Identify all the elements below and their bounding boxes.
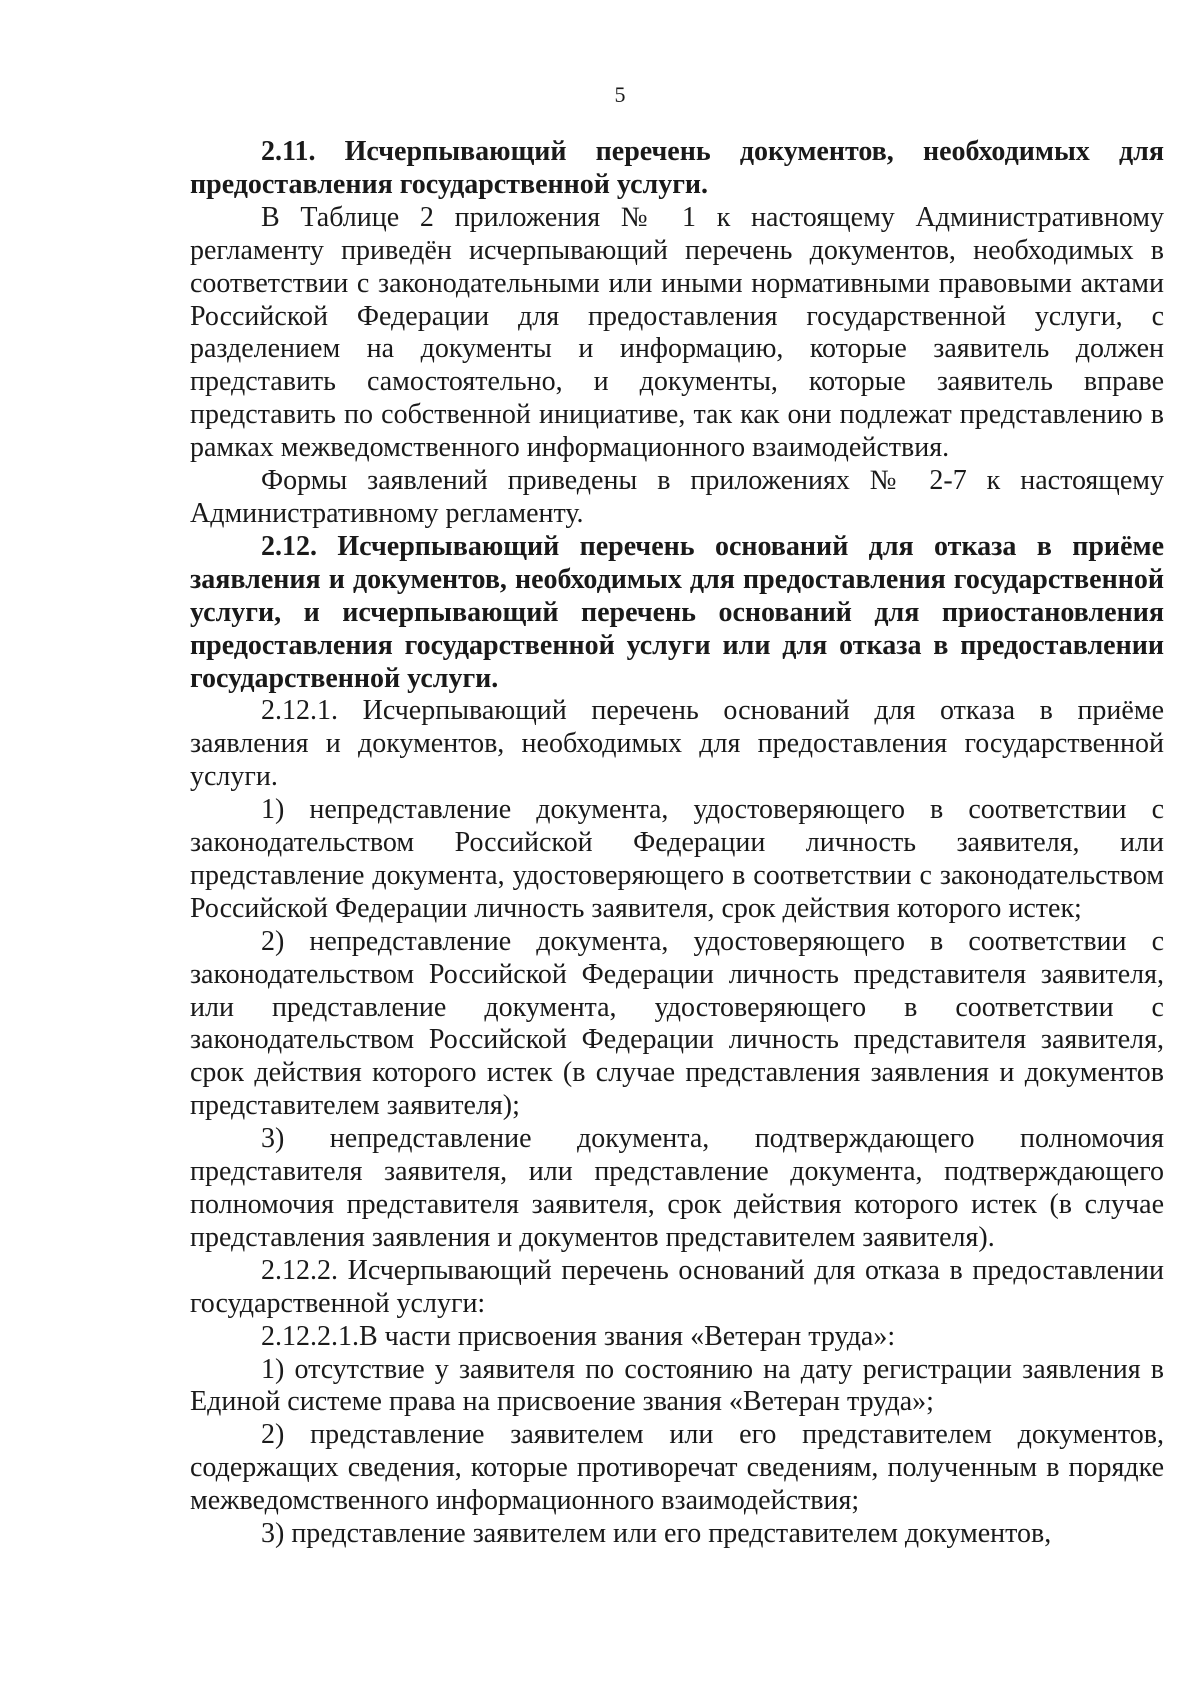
paragraph: 2.12.2. Исчерпывающий перечень оснований для отказа в предоставлении государственной услуги: (190, 1254, 1164, 1319)
list-item: 2) непредставление документа, удостоверяющего в соответствии с законодательством Российской Федерации личность представителя заявителя, или представление документа, удостоверяющего в соответствии с законодательством Российской Федерации личность представителя заявителя, срок действия которого истек (в случае представления заявления и документов представителем заявителя); (190, 925, 1164, 1122)
list-item: 1) отсутствие у заявителя по состоянию на дату регистрации заявления в Единой системе права на присвоение звания «Ветеран труда»; (190, 1353, 1164, 1418)
paragraph: 2.12.1. Исчерпывающий перечень оснований для отказа в приёме заявления и документов, необходимых для предоставления государственной услуги. (190, 695, 1164, 793)
section-heading-2-12: 2.12. Исчерпывающий перечень оснований для отказа в приёме заявления и документов, необходимых для предоставления государственной услуги, и исчерпывающий перечень оснований для приостановления предоставления государственной услуги или для отказа в предоставлении государственной услуги. (190, 530, 1164, 694)
page-number: 5 (614, 82, 626, 107)
list-item: 3) непредставление документа, подтверждающего полномочия представителя заявителя, или представление документа, подтверждающего полномочия представителя заявителя, срок действия которого истек (в случае представления заявления и документов представителем заявителя). (190, 1123, 1164, 1253)
paragraph: Формы заявлений приведены в приложениях № 2-7 к настоящему Административному регламенту. (190, 465, 1164, 529)
section-heading-2-11: 2.11. Исчерпывающий перечень документов, необходимых для предоставления государственной услуги. (190, 136, 1164, 200)
paragraph: 2.12.2.1.В части присвоения звания «Ветеран труда»: (261, 1320, 896, 1352)
list-item: 1) непредставление документа, удостоверяющего в соответствии с законодательством Российской Федерации личность заявителя, или представление документа, удостоверяющего в соответствии с законодательством Российской Федерации личность заявителя, срок действия которого истек; (190, 794, 1164, 924)
list-item: 3) представление заявителем или его представителем документов, (261, 1518, 1052, 1550)
paragraph: В Таблице 2 приложения № 1 к настоящему Административному регламенту приведён исчерпывающий перечень документов, необходимых в соответствии с законодательными или иными нормативными правовыми актами Российской Федерации для предоставления государственной услуги, с разделением на документы и информацию, которые заявитель должен представить самостоятельно, и документы, которые заявитель вправе представить по собственной инициативе, так как они подлежат представлению в рамках межведомственного информационного взаимодействия. (190, 201, 1164, 464)
list-item: 2) представление заявителем или его представителем документов, содержащих сведения, которые противоречат сведениям, полученным в порядке межведомственного информационного взаимодействия; (190, 1419, 1164, 1517)
document-body (190, 136, 1164, 1551)
